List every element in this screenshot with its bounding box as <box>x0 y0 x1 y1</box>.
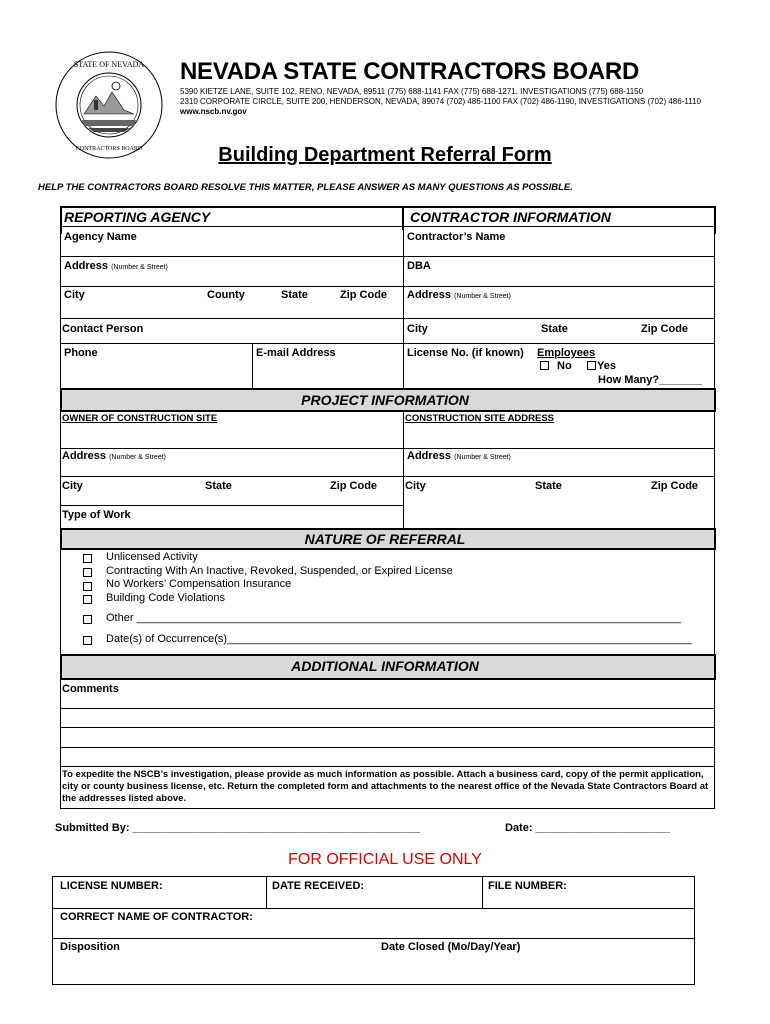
owner-label: OWNER OF CONSTRUCTION SITE <box>62 413 218 424</box>
contractor-zip-label: Zip Code <box>641 323 689 335</box>
reno-address: 5390 KIETZE LANE, SUITE 102, RENO, NEVADA, 89511 (775) 688-1141 FAX (775) 688-1271, INVESTIGATIONS (775) 688-1150 <box>180 87 644 96</box>
owner-state-label: State <box>205 480 232 492</box>
employees-no-checkbox[interactable] <box>540 361 549 370</box>
contractor-info-heading: CONTRACTOR INFORMATION <box>410 209 611 225</box>
site-zip-label: Zip Code <box>651 480 699 492</box>
website: www.nscb.nv.gov <box>180 107 247 116</box>
agency-name-label: Agency Name <box>64 231 137 243</box>
email-label: E-mail Address <box>256 347 336 359</box>
dba-label: DBA <box>407 260 431 272</box>
site-address-street-label: Address (Number & Street) <box>407 450 511 462</box>
disposition-label: Disposition <box>60 941 120 953</box>
other-checkbox[interactable] <box>83 615 92 624</box>
agency-zip-label: Zip Code <box>340 289 388 301</box>
contractor-address-label: Address (Number & Street) <box>407 289 511 301</box>
employees-yes-checkbox[interactable] <box>587 361 596 370</box>
contact-person-label: Contact Person <box>62 323 144 335</box>
date-closed-label: Date Closed (Mo/Day/Year) <box>381 941 521 953</box>
license-no-label: License No. (if known) <box>407 347 524 359</box>
phone-label: Phone <box>64 347 98 359</box>
file-number-label: FILE NUMBER: <box>488 880 567 892</box>
other-field[interactable]: Other _________________________________________________________________________________________ <box>106 612 682 624</box>
expedite-note: To expedite the NSCB’s investigation, please provide as much information as possible. Attach a business card, copy of the permit application, city or county business license, etc. Return the completed form and attachments to the nearest office of the Nevada State Contractors Board at the addresses listed above. <box>62 769 709 804</box>
dates-checkbox[interactable] <box>83 636 92 645</box>
date-field[interactable]: Date: ______________________ <box>505 822 671 834</box>
project-info-heading: PROJECT INFORMATION <box>301 392 469 408</box>
unlicensed-label: Unlicensed Activity <box>106 551 198 563</box>
owner-city-label: City <box>62 480 83 492</box>
how-many-field[interactable]: How Many?_______ <box>598 374 702 386</box>
agency-state-label: State <box>281 289 308 301</box>
reporting-agency-heading: REPORTING AGENCY <box>64 209 211 225</box>
submitted-by-field[interactable]: Submitted By: _______________________________________________ <box>55 822 421 834</box>
contractor-name-label: Contractor’s Name <box>407 231 506 243</box>
owner-zip-label: Zip Code <box>330 480 378 492</box>
date-received-label: DATE RECEIVED: <box>272 880 365 892</box>
owner-address-label: Address (Number & Street) <box>62 450 166 462</box>
building-code-label: Building Code Violations <box>106 592 226 604</box>
unlicensed-checkbox[interactable] <box>83 554 92 563</box>
employees-label: Employees <box>537 347 596 359</box>
employees-yes-label: Yes <box>597 360 616 372</box>
henderson-address: 2310 CORPORATE CIRCLE, SUITE 200, HENDERSON, NEVADA, 89074 (702) 486-1100 FAX (702) 486-1190, INVESTIGATIONS (702) 486-1110 <box>180 97 701 106</box>
agency-county-label: County <box>207 289 245 301</box>
agency-address-label: Address (Number & Street) <box>64 260 168 272</box>
additional-heading: ADDITIONAL INFORMATION <box>291 658 479 674</box>
instructions: HELP THE CONTRACTORS BOARD RESOLVE THIS MATTER, PLEASE ANSWER AS MANY QUESTIONS AS POSSIBLE. <box>38 182 573 193</box>
contractor-state-label: State <box>541 323 568 335</box>
svg-text:STATE OF NEVADA: STATE OF NEVADA <box>73 60 145 69</box>
svg-text:CONTRACTORS BOARD: CONTRACTORS BOARD <box>75 146 143 152</box>
official-use-heading: FOR OFFICIAL USE ONLY <box>288 851 482 868</box>
form-title: Building Department Referral Form <box>218 144 552 166</box>
building-code-checkbox[interactable] <box>83 595 92 604</box>
workers-comp-checkbox[interactable] <box>83 582 92 591</box>
workers-comp-label: No Workers’ Compensation Insurance <box>106 578 292 590</box>
site-city-label: City <box>405 480 426 492</box>
employees-no-label: No <box>557 360 572 372</box>
agency-city-label: City <box>64 289 85 301</box>
board-title: NEVADA STATE CONTRACTORS BOARD <box>180 58 640 85</box>
site-address-label: CONSTRUCTION SITE ADDRESS <box>405 413 555 424</box>
inactive-license-label: Contracting With An Inactive, Revoked, Suspended, or Expired License <box>106 565 453 577</box>
license-number-label: LICENSE NUMBER: <box>60 880 163 892</box>
correct-name-label: CORRECT NAME OF CONTRACTOR: <box>60 911 253 923</box>
nature-heading: NATURE OF REFERRAL <box>304 531 466 547</box>
comments-label: Comments <box>62 683 119 695</box>
site-state-label: State <box>535 480 562 492</box>
dates-field[interactable]: Date(s) of Occurrence(s)____________________________________________________________________________ <box>106 633 692 645</box>
type-of-work-label: Type of Work <box>62 509 131 521</box>
contractor-city-label: City <box>407 323 428 335</box>
inactive-license-checkbox[interactable] <box>83 568 92 577</box>
